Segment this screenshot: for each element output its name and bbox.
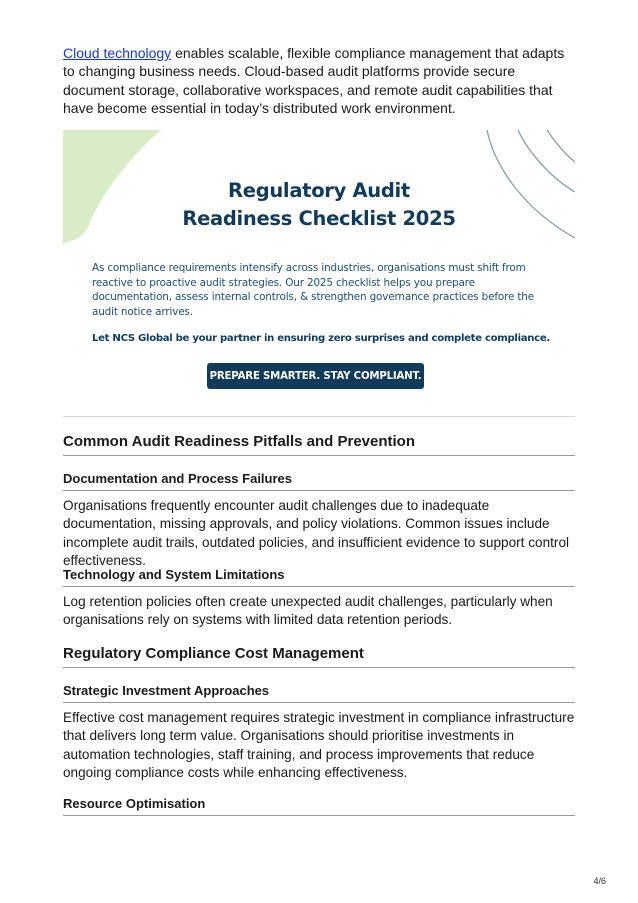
banner-description: As compliance requirements intensify across industries, organisations must shift from reactive to proactive audit strategies. Our 2025 checklist helps you prepare documentation, assess internal controls, & strengthen governance practices before the audit notice arrives. [92, 262, 534, 318]
banner-tagline: Let NCS Global be your partner in ensuring zero surprises and complete compliance. [92, 333, 550, 344]
technology-limitations-text: Log retention policies often create unexpected audit challenges, particularly when organisations rely on systems with limited data retention periods. [63, 594, 553, 628]
page-number: 4/6 [593, 876, 606, 886]
section-rule [63, 455, 575, 456]
pitfalls-heading: Common Audit Readiness Pitfalls and Prevention [63, 433, 416, 450]
banner-title-line-2: Readiness Checklist 2025 [182, 207, 456, 230]
resource-optimisation-heading: Resource Optimisation [63, 796, 206, 811]
section-rule [63, 667, 575, 668]
technology-limitations-heading: Technology and System Limitations [63, 567, 285, 582]
intro-text: enables scalable, flexible compliance management that adapts to changing business needs. Cloud-based audit platforms provide secure document storage, collaborative workspaces, and remote audit capabilities that have become essential in today’s distributed work environment. [63, 45, 565, 116]
documentation-failures-text: Organisations frequently encounter audit challenges due to inadequate documentation, missing approvals, and policy violations. Common issues include incomplete audit trails, outdated policies, and insufficient evidence to support control effectiveness. [63, 498, 570, 568]
prepare-smarter-button[interactable]: PREPARE SMARTER. STAY COMPLIANT. [207, 363, 424, 389]
banner-title [63, 177, 575, 233]
banner-divider [63, 416, 575, 417]
documentation-failures-heading: Documentation and Process Failures [63, 471, 293, 486]
banner-title-line-1: Regulatory Audit [228, 179, 410, 202]
intro-paragraph [63, 44, 575, 117]
cloud-technology-link[interactable]: Cloud technology [63, 45, 172, 61]
cost-management-heading: Regulatory Compliance Cost Management [63, 645, 364, 662]
subsection-rule [63, 815, 575, 816]
subsection-rule [63, 702, 575, 703]
subsection-rule [63, 586, 575, 587]
checklist-banner[interactable] [63, 130, 575, 410]
strategic-investment-heading: Strategic Investment Approaches [63, 683, 270, 698]
strategic-investment-text: Effective cost management requires strategic investment in compliance infrastructure that delivers long term value. Organisations should prioritise investments in automation technologies, staff training, and process improvements that reduce ongoing compliance costs while enhancing effectiveness. [63, 710, 575, 780]
subsection-rule [63, 490, 575, 491]
